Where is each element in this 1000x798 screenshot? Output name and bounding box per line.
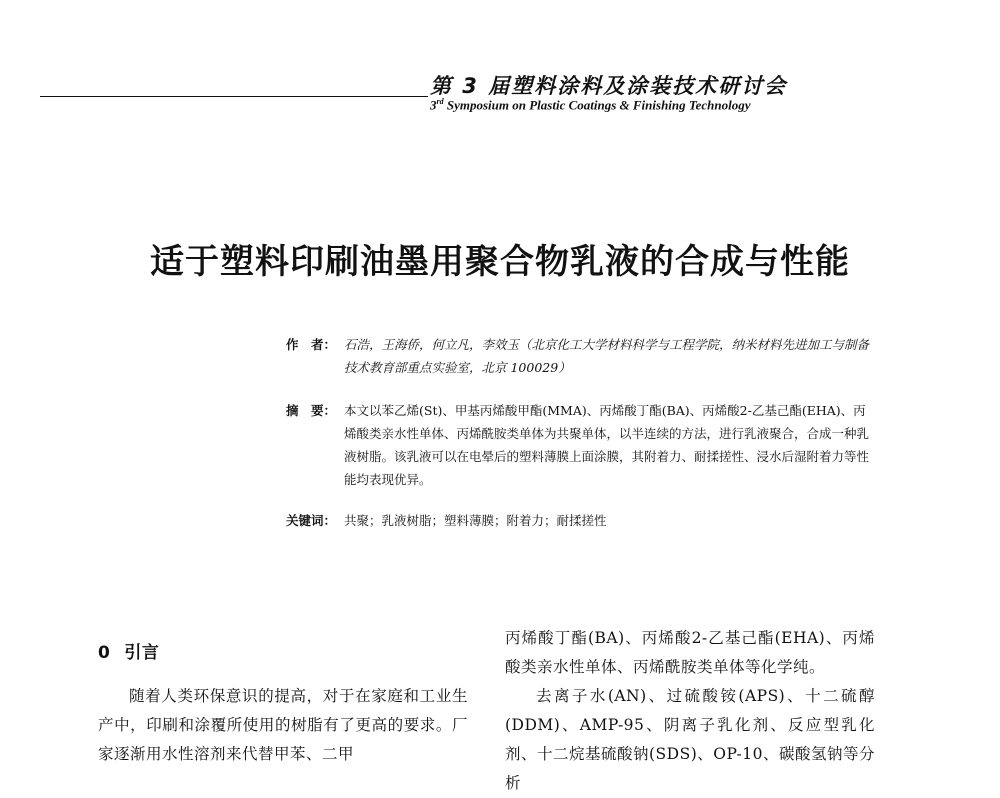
materials-paragraph-2: 去离子水(AN)、过硫酸铵(APS)、十二硫醇(DDM)、AMP-95、阴离子乳化剂、反应型乳化剂、十二烷基硫酸钠(SDS)、OP-10、碳酸氢钠等分析 — [505, 687, 876, 792]
conference-title-cn: 第 3 届塑料涂料及涂装技术研讨会 — [430, 74, 788, 98]
abstract-label: 摘 要： — [286, 403, 337, 418]
abstract-text: 本文以苯乙烯(St)、甲基丙烯酸甲酯(MMA)、丙烯酸丁酯(BA)、丙烯酸2-乙基己酯(EHA)、丙烯酸类亲水性单体、丙烯酰胺类单体为共聚单体，以半连续的方法，进行乳液聚合，合成一种乳液树脂。该乳液可以在电晕后的塑料薄膜上面涂膜，其附着力、耐揉搓性、浸水后湿附着力等性能均表现优异。 — [344, 403, 870, 487]
conference-name-en: Symposium on Plastic Coatings & Finishing Technology — [446, 97, 751, 113]
keywords-text: 共聚；乳液树脂；塑料薄膜；附着力；耐揉搓性 — [344, 513, 607, 528]
section-number: 0 — [98, 643, 111, 663]
conference-ordinal-suffix: rd — [436, 97, 444, 106]
authors-block — [286, 333, 876, 379]
right-column — [505, 624, 875, 798]
authors-text: 石浩，王海侨，何立凡，李效玉（北京化工大学材料科学与工程学院，纳米材料先进加工与制备技术教育部重点实验室，北京 100029） — [344, 337, 870, 375]
conference-ordinal: 3 — [430, 97, 437, 113]
section-heading — [98, 624, 468, 682]
paper-title: 适于塑料印刷油墨用聚合物乳液的合成与性能 — [150, 242, 850, 282]
section-title: 引言 — [124, 643, 160, 663]
keywords-label: 关键词： — [286, 513, 337, 528]
conference-title-en — [430, 97, 751, 113]
authors-label: 作 者： — [286, 337, 337, 352]
keywords-block — [286, 509, 876, 532]
intro-paragraph: 随着人类环保意识的提高，对于在家庭和工业生产中，印刷和涂覆所使用的树脂有了更高的要求。厂家逐渐用水性溶剂来代替甲苯、二甲 — [98, 687, 468, 763]
header-rule — [40, 96, 428, 97]
abstract-block — [286, 399, 876, 491]
materials-paragraph-1: 丙烯酸丁酯(BA)、丙烯酸2-乙基己酯(EHA)、丙烯酸类亲水性单体、丙烯酰胺类单体等化学纯。 — [505, 629, 875, 676]
left-column — [98, 624, 468, 769]
